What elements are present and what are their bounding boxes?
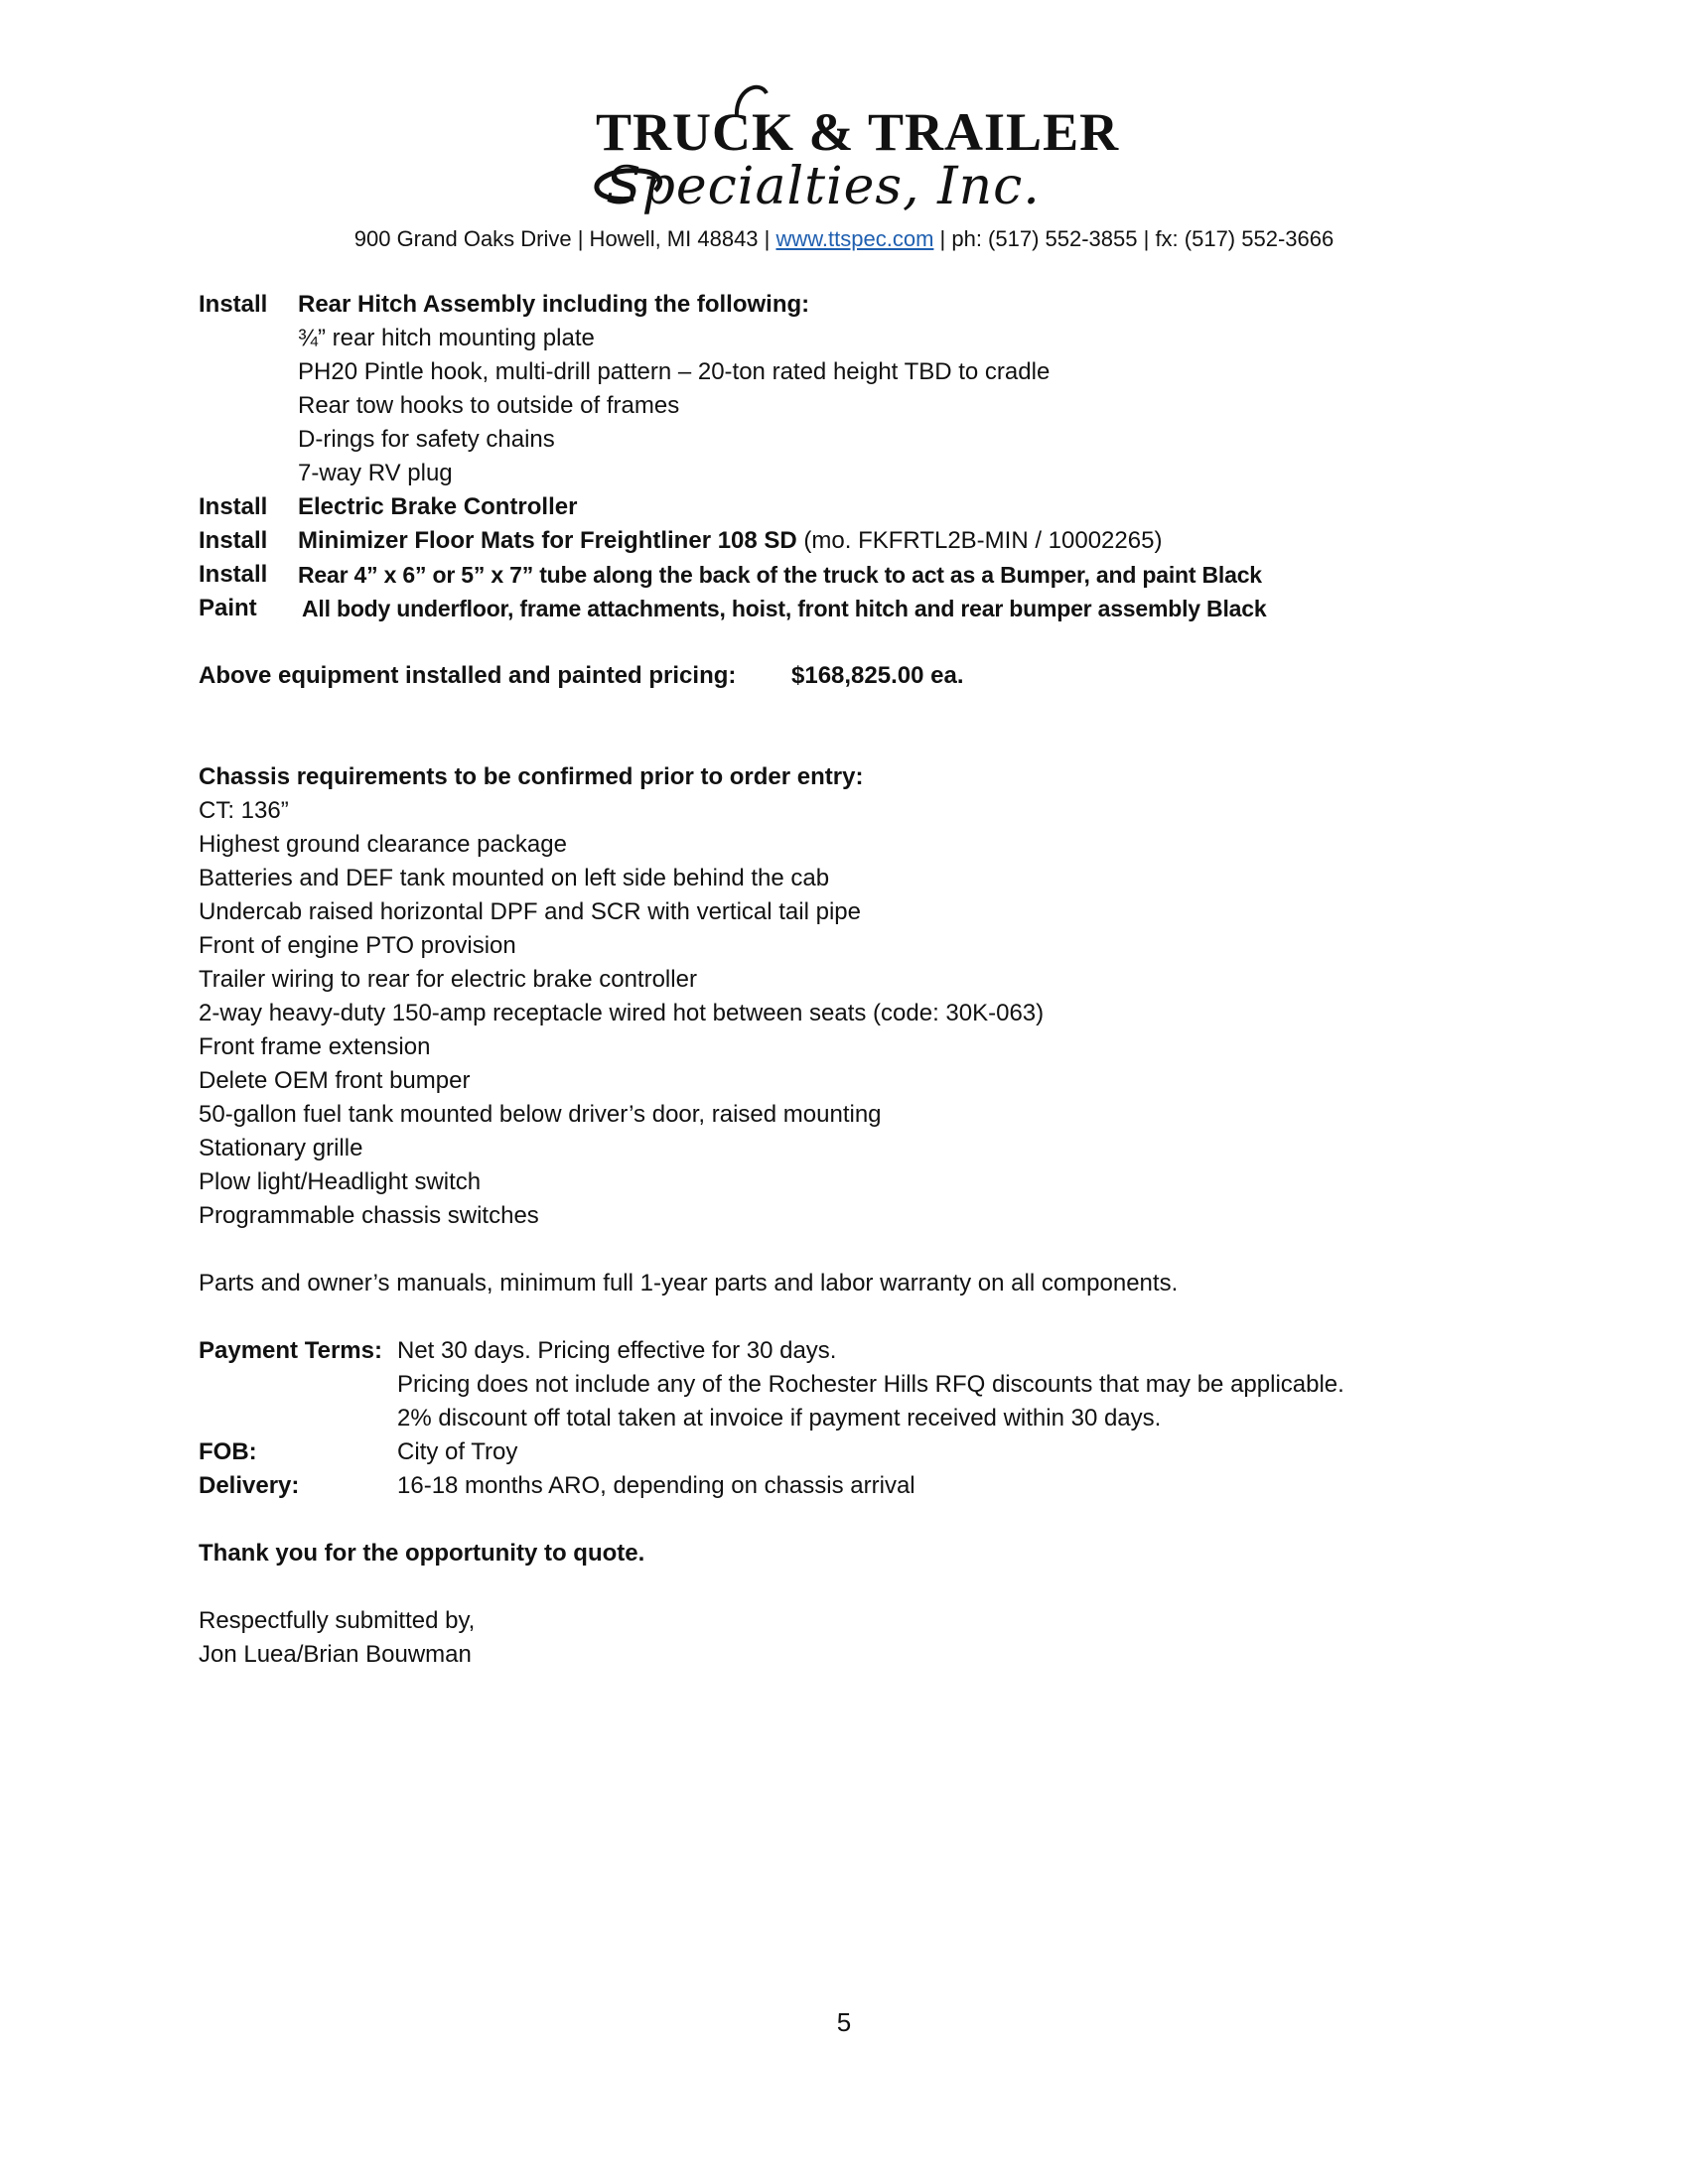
chassis-line: Delete OEM front bumper (199, 1067, 471, 1094)
pricing-label: Above equipment installed and painted pricing: (199, 662, 737, 689)
payment-terms-label: Payment Terms: (199, 1337, 382, 1364)
pricing-value: $168,825.00 ea. (791, 662, 964, 689)
fob-label: FOB: (199, 1438, 257, 1465)
chassis-line: Front frame extension (199, 1033, 431, 1060)
item-action-label: Install (199, 493, 268, 520)
hitch-subitem: PH20 Pintle hook, multi-drill pattern – 20-ton rated height TBD to cradle (298, 358, 1051, 385)
item-action-label: Install (199, 291, 268, 318)
chassis-line: Trailer wiring to rear for electric brake controller (199, 966, 697, 993)
chassis-line: Programmable chassis switches (199, 1202, 539, 1229)
chassis-line: Undercab raised horizontal DPF and SCR with vertical tail pipe (199, 898, 861, 925)
item-detail: (mo. FKFRTL2B-MIN / 10002265) (796, 527, 1163, 554)
signers-line: Jon Luea/Brian Bouwman (199, 1641, 472, 1668)
payment-terms-line: Net 30 days. Pricing effective for 30 days. (397, 1337, 837, 1364)
item-action-label: Paint (199, 595, 257, 621)
hitch-subitem: ¾” rear hitch mounting plate (298, 325, 595, 351)
page-number: 5 (836, 2007, 852, 2037)
chassis-line: CT: 136” (199, 797, 289, 824)
payment-terms-line: 2% discount off total taken at invoice if payment received within 30 days. (397, 1405, 1162, 1432)
manuals-warranty: Parts and owner’s manuals, minimum full 1-year parts and labor warranty on all components. (199, 1270, 1179, 1297)
hitch-subitem: Rear tow hooks to outside of frames (298, 392, 680, 419)
signoff-line: Respectfully submitted by, (199, 1607, 476, 1634)
chassis-line: Plow light/Headlight switch (199, 1168, 482, 1195)
item-title: Rear 4” x 6” or 5” x 7” tube along the back of the truck to act as a Bumper, and paint Black (298, 562, 1262, 588)
address-suffix: | ph: (517) 552-3855 | fx: (517) 552-3666 (933, 226, 1335, 251)
chassis-heading: Chassis requirements to be confirmed prior to order entry: (199, 763, 864, 790)
chassis-line: Stationary grille (199, 1135, 363, 1161)
item-line (298, 524, 1162, 558)
chassis-line: 2-way heavy-duty 150-amp receptacle wired hot between seats (code: 30K-063) (199, 1000, 1045, 1026)
chassis-line: Front of engine PTO provision (199, 932, 516, 959)
hitch-subitem: 7-way RV plug (298, 460, 453, 486)
fob-value: City of Troy (397, 1438, 518, 1465)
address-prefix: 900 Grand Oaks Drive | Howell, MI 48843 | (353, 226, 776, 251)
logo-line-2: Specialties, Inc. (606, 157, 1041, 216)
logo-line-1: TRUCK & TRAILER (596, 102, 1120, 162)
chassis-line: 50-gallon fuel tank mounted below driver’s door, raised mounting (199, 1101, 882, 1128)
item-title: All body underfloor, frame attachments, hoist, front hitch and rear bumper assembly Black (302, 596, 1267, 621)
item-title: Rear Hitch Assembly including the following: (298, 291, 810, 318)
thank-you-line: Thank you for the opportunity to quote. (199, 1540, 645, 1567)
item-action-label: Install (199, 561, 268, 588)
payment-terms-line: Pricing does not include any of the Rochester Hills RFQ discounts that may be applicable. (397, 1371, 1344, 1398)
item-title: Electric Brake Controller (298, 493, 578, 520)
chassis-line: Batteries and DEF tank mounted on left side behind the cab (199, 865, 830, 891)
delivery-label: Delivery: (199, 1472, 300, 1499)
item-action-label: Install (199, 527, 268, 554)
website-link[interactable]: www.ttspec.com (775, 226, 934, 251)
item-title: Minimizer Floor Mats for Freightliner 108 SD (298, 527, 797, 554)
company-address (0, 226, 1688, 252)
chassis-line: Highest ground clearance package (199, 831, 567, 858)
delivery-value: 16-18 months ARO, depending on chassis arrival (397, 1472, 915, 1499)
company-logo (586, 79, 1120, 218)
hitch-subitem: D-rings for safety chains (298, 426, 555, 453)
